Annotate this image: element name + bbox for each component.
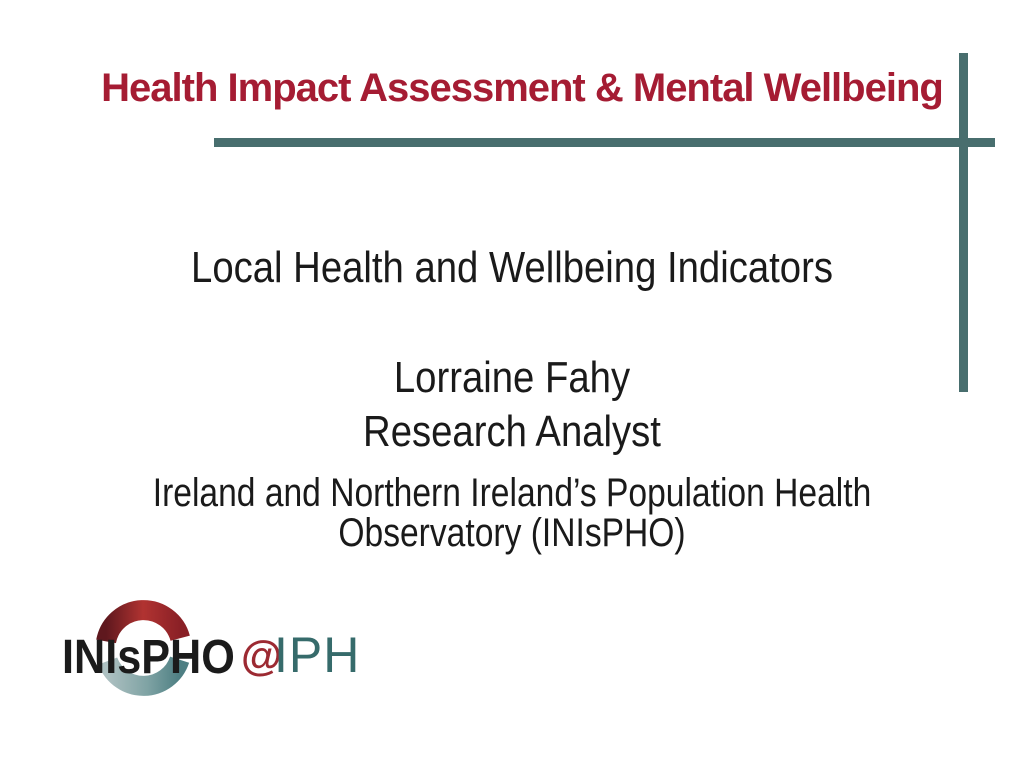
- title-underline-rule: [214, 138, 995, 147]
- presenter-name: Lorraine Fahy: [393, 353, 631, 402]
- logo-at-symbol: @: [241, 632, 282, 679]
- logo-iph-text: IPH: [274, 627, 361, 683]
- organisation-line-2: Observatory (INIsPHO): [338, 511, 686, 555]
- slide-title: Health Impact Assessment & Mental Wellbeing: [101, 66, 943, 110]
- subtitle-indicators: Local Health and Wellbeing Indicators: [191, 243, 833, 292]
- presenter-role: Research Analyst: [363, 407, 661, 456]
- logo-wordmark: INIsPHO: [62, 631, 235, 684]
- inispho-iph-logo: [40, 585, 370, 725]
- right-accent-rule: [959, 53, 968, 392]
- organisation-line-1: Ireland and Northern Ireland’s Population Health: [152, 471, 872, 515]
